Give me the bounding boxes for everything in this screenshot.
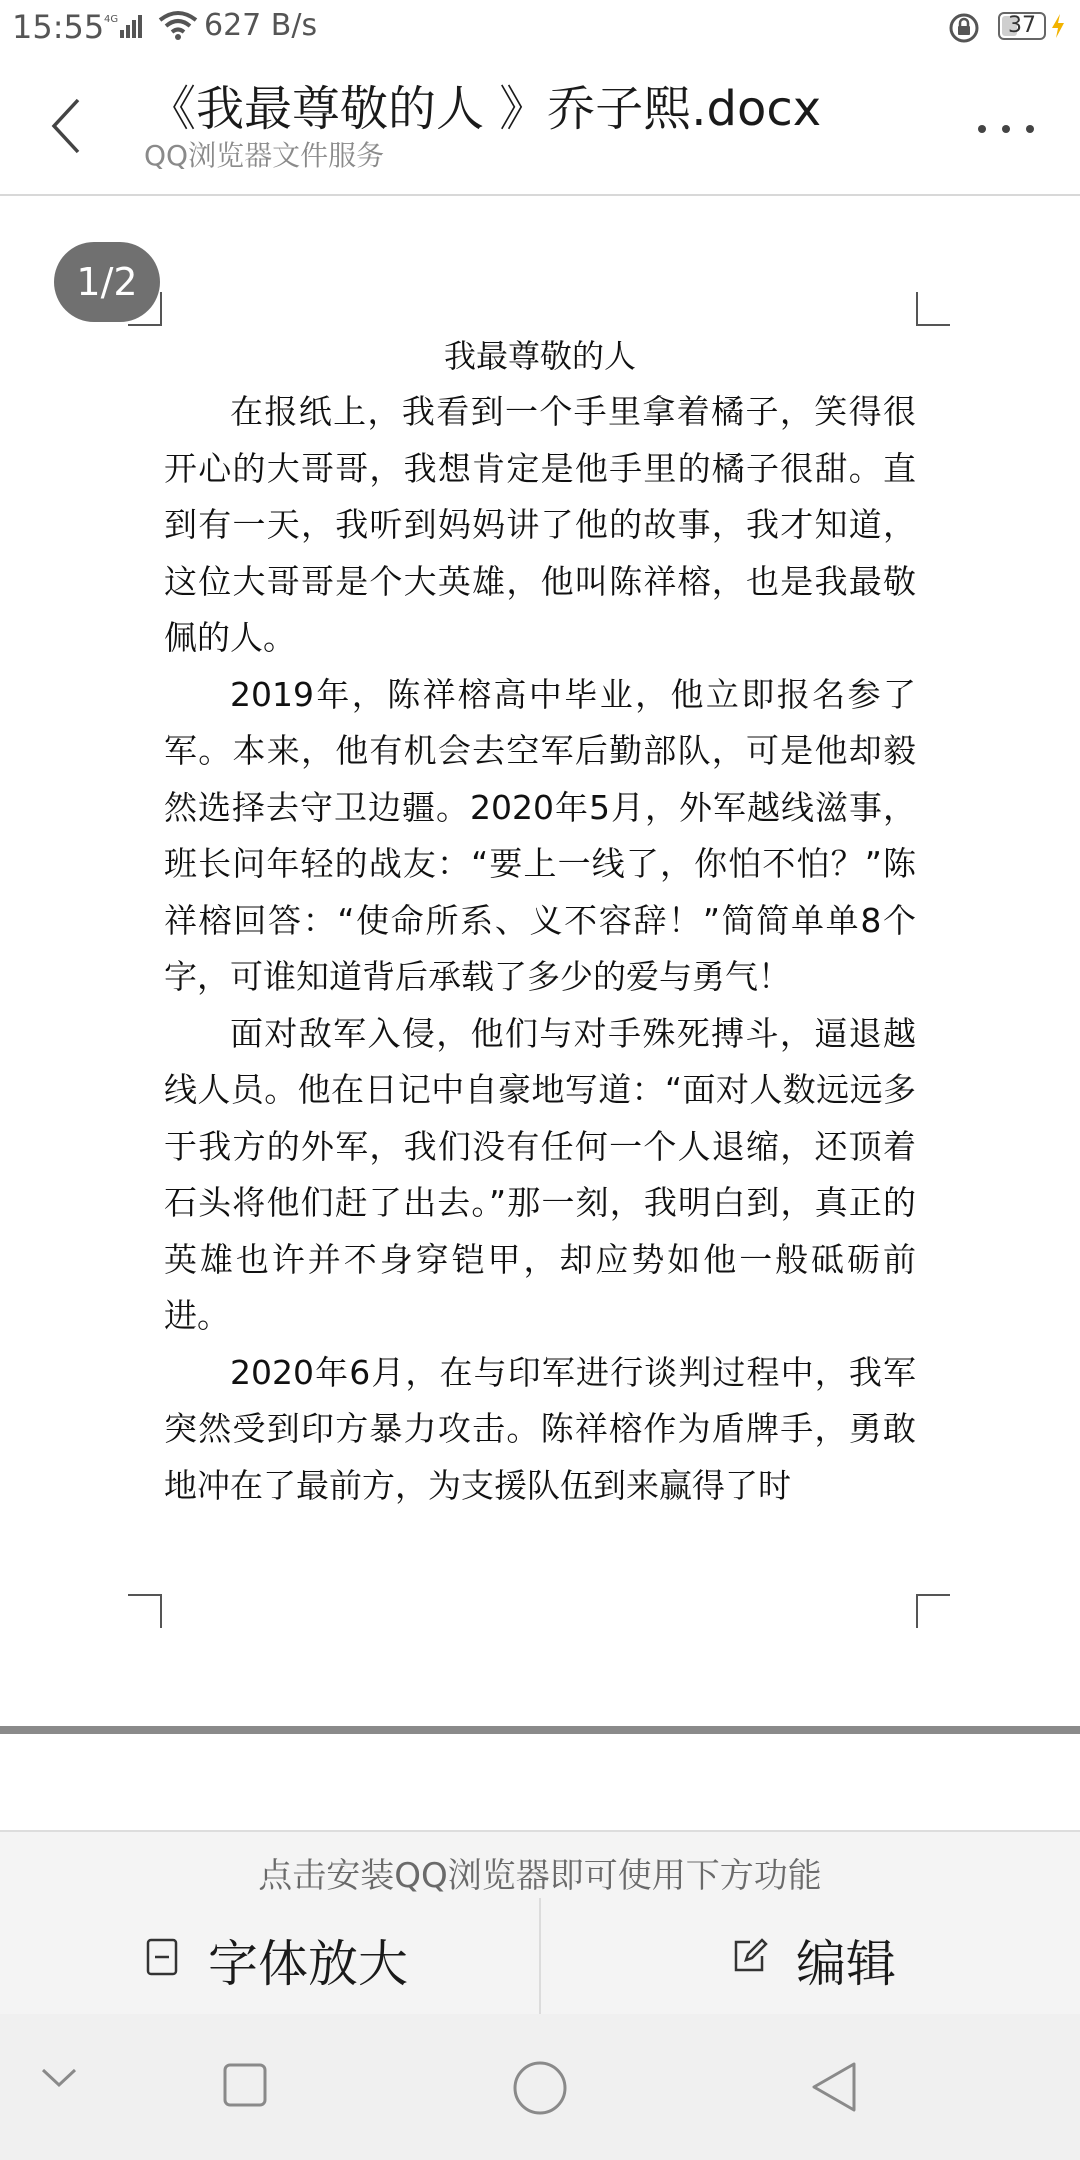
edit-button[interactable] (732, 1898, 992, 2016)
essay-heading: 我最尊敬的人 (443, 337, 636, 375)
font-enlarge-button[interactable] (146, 1898, 446, 2016)
status-time: 15:55 (12, 8, 105, 46)
font-size-icon (146, 1938, 178, 1980)
recent-apps-icon[interactable] (222, 2062, 268, 2112)
app-header (0, 56, 1080, 196)
page-separator (0, 1726, 1080, 1734)
signal-icon (104, 12, 148, 44)
page-indicator: 1/2 (54, 242, 160, 322)
battery-indicator (998, 12, 1046, 40)
edit-icon (732, 1938, 768, 1978)
page-corner-top-right (916, 292, 950, 326)
system-nav-bar (0, 2014, 1080, 2160)
network-speed: 627 B/s (204, 8, 318, 43)
essay-paragraph: 2020年6月，在与印军进行谈判过程中，我军突然受到印方暴力攻击。陈祥榕作为盾牌手，勇敢地冲在了最前方，为支援队伍到来赢得了时 (164, 1352, 916, 1505)
essay-paragraph: 面对敌军入侵，他们与对手殊死搏斗，逼退越线人员。他在日记中自豪地写道：“面对人数远远多于我方的外军，我们没有任何一个人退缩，还顶着石头将他们赶了出去。”那一刻，我明白到，真正的英雄也许并不身穿铠甲，却应势如他一般砥砺前进。 (164, 1013, 916, 1335)
edit-label: 编辑 (796, 1935, 896, 1993)
essay-paragraph: 2019年，陈祥榕高中毕业，他立即报名参了军。本来，他有机会去空军后勤部队，可是他却毅然选择去守卫边疆。2020年5月，外军越线滋事，班长问年轻的战友：“要上一线了，你怕不怕？”陈祥榕回答：“使命所系、义不容辞！”简简单单8个字，可谁知道背后承载了多少的爱与勇气！ (164, 674, 916, 996)
page-corner-bottom-right (916, 1594, 950, 1628)
network-type-label: 4G (104, 14, 119, 25)
action-bar (0, 1898, 1080, 2016)
document-title: 《我最尊敬的人 》乔子熙.docx (148, 81, 822, 137)
nav-back-icon[interactable] (808, 2060, 860, 2118)
battery-percent: 37 (1008, 13, 1036, 38)
more-options-icon[interactable] (976, 120, 1036, 139)
rotation-lock-icon (948, 12, 980, 48)
status-bar (0, 0, 1080, 56)
charging-icon (1050, 12, 1066, 44)
font-enlarge-label: 字体放大 (208, 1935, 408, 1993)
wifi-icon (158, 10, 198, 44)
document-viewer[interactable] (0, 198, 1080, 1728)
essay-paragraph: 在报纸上，我看到一个手里拿着橘子，笑得很开心的大哥哥，我想肯定是他手里的橘子很甜。直到有一天，我听到妈妈讲了他的故事，我才知道，这位大哥哥是个大英雄，他叫陈祥榕，也是我最敬佩的人。 (164, 392, 916, 657)
install-promo-panel (0, 1830, 1080, 2014)
action-divider (539, 1898, 541, 2016)
page-corner-bottom-left (128, 1594, 162, 1628)
home-icon[interactable] (512, 2060, 568, 2120)
chevron-down-icon[interactable] (40, 2066, 78, 2094)
document-body (164, 328, 916, 1514)
document-source: QQ浏览器文件服务 (144, 139, 385, 172)
install-promo-text[interactable]: 点击安装QQ浏览器即可使用下方功能 (258, 1856, 822, 1896)
page-corner-top-left (128, 292, 162, 326)
back-icon[interactable] (48, 96, 84, 160)
